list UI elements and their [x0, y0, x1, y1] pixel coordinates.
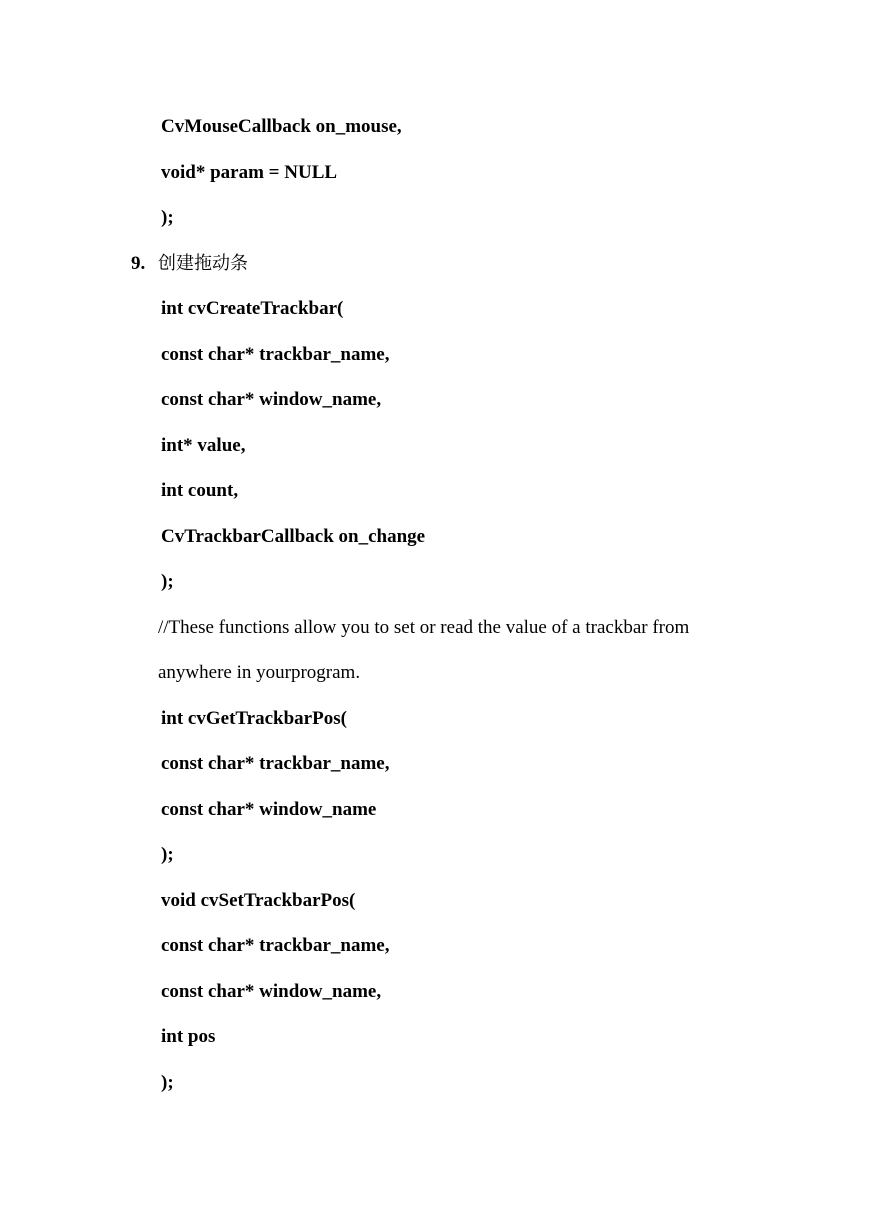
code-line: void cvSetTrackbarPos(	[161, 890, 356, 911]
comment-line: //These functions allow you to set or read the value of a trackbar from	[158, 617, 690, 638]
section-number: 9.	[131, 253, 146, 274]
code-line: int count,	[161, 480, 239, 501]
code-line: const char* window_name,	[161, 981, 382, 1002]
code-line: );	[161, 844, 174, 865]
section-heading	[131, 252, 248, 276]
code-line: void* param = NULL	[161, 162, 338, 183]
code-line: const char* trackbar_name,	[161, 935, 390, 956]
code-line: CvTrackbarCallback on_change	[161, 526, 426, 547]
code-line: int cvGetTrackbarPos(	[161, 708, 347, 729]
code-line: int cvCreateTrackbar(	[161, 298, 344, 319]
code-line: CvMouseCallback on_mouse,	[161, 116, 402, 137]
code-line: );	[161, 207, 174, 228]
code-line: const char* trackbar_name,	[161, 753, 390, 774]
code-line: int* value,	[161, 435, 246, 456]
code-line: );	[161, 571, 174, 592]
code-line: const char* window_name,	[161, 389, 382, 410]
code-line: int pos	[161, 1026, 216, 1047]
comment-line: anywhere in yourprogram.	[158, 662, 361, 683]
code-line: const char* trackbar_name,	[161, 344, 390, 365]
code-line: );	[161, 1072, 174, 1093]
code-line: const char* window_name	[161, 799, 377, 820]
section-title: 创建拖动条	[158, 253, 248, 274]
